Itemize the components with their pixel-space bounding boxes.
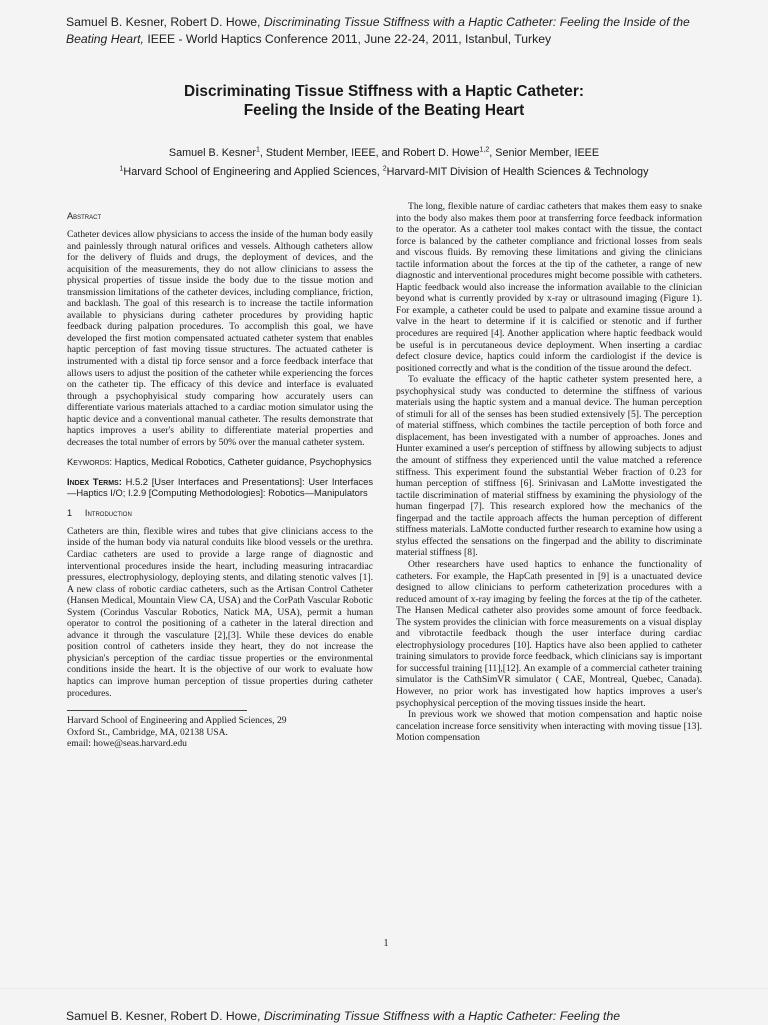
header-bottom-authors: Samuel B. Kesner, Robert D. Howe, [66,1009,261,1023]
intro-number: 1 [67,507,73,518]
index-terms-text: H.5.2 [User Interfaces and Presentations]: User Interfaces—Haptics I/O; I.2.9 [Computing Methodologies]: Robotics—Manipulators [67,475,374,499]
author-2-role: , Senior Member, IEEE [489,147,600,159]
abstract-text: Catheter devices allow physicians to access the inside of the human body easily and painlessly through natural orifices and vessels. Although catheters allow for the delivery of fluids and drugs, the deployment of devices, and the acquisition of the measurements, they do not allow clinicians to assess the physical properties of tissue inside the body due to the tissue motion and transmission limitations of the catheter devices, including compliance, friction, and backlash. The goal of this research is to increase the tactile information available to physicians during catheter procedures by providing haptic feedback during palpation procedures. To accomplish this goal, we have developed the first motion compensated actuated catheter system that enables haptic perception of fast moving tissue structures. The actuated catheter is instrumented with a distal tip force sensor and a force feedback interface that allows users to adjust the position of the catheter while experiencing the forces on the catheter tip. The efficacy of this device and interface is evaluated through a psychophyisical study comparing how accurately users can differentiate various materials attached to a cardiac motion simulator using the haptic device and a conventional manual catheter. The results demonstrate that haptics improves a user's ability to differentiate material properties and decreases the total number of errors by 50% over the manual catheter system. [67,229,373,448]
affil-sup-1: 1 [119,165,124,173]
paragraph-1: The long, flexible nature of cardiac catheters that makes them easy to snake into the body also makes them poor at transferring force feedback information to the operator. As a catheter tool makes contact with the tissue, the contact force is balanced by the catheter compliance and frictional losses from seals and viscous fluids. By removing these limitations and giving the clinicians tactile information about the forces at the tip of the catheter, a range of new diagnostic and interventional procedures might become possible with catheters. Haptic feedback would also increase the information available to the clinician beyond what is currently provided by x-ray or ultrasound imaging (Figure 1). For example, a catheter could be used to palpate and examine tissue around a valve in the heart to determine if it is calcified or stenotic and if further procedures are required [4]. Another application where haptic feedback would be useful is in percutaneous device deployment. When inserting a cardiac defect closure device, haptics could inform the cardiologist if the device is positioned correctly and what is the condition of the tissue around the defect. [396,201,702,374]
author-1-sup: 1 [255,146,260,154]
author-line [64,146,704,160]
keywords-label: Keywords: [67,456,113,468]
keywords-text: Haptics, Medical Robotics, Catheter guidance, Psychophysics [112,456,372,468]
footnote-line-1: Harvard School of Engineering and Applied Sciences, 29 [67,715,287,727]
paragraph-2: To evaluate the efficacy of the haptic catheter system presented here, a psychophysical study was conducted to determine the stiffness of various materials using the haptic system and a manual device. The human perception of stimuli for all of the senses has been studied extensively [5]. The perception of material stiffness, which combines the tactile perception of both force and displacement, has been investigated with a number of approaches. Jones and Hunter examined a user's perception of stiffness by allowing subjects to adjust the amount of stiffness they experienced until the value matched a reference stiffness. This experiment found the substantial Weber fraction of 0.23 for human perception of stiffness [6]. Srinivasan and LaMotte investigated the tactile discrimination of material stiffness by examining the physiology of the human fingerpad [7]. This research explored how the mechanics of the fingerpad and the tactile approach affects the human perception of different stiffness materials. LaMotte conducted further research to examine how using a stylus effected the sensations on the fingerpad and the ability to discriminate material stiffness [8]. [396,374,702,559]
affil-inst-1: Harvard School of Engineering and Applied Sciences, [123,166,383,178]
title-line-2: Feeling the Inside of the Beating Heart [243,102,525,119]
author-2-sup: 1,2 [479,146,490,154]
keywords [67,456,373,468]
intro-text: Catheters are thin, flexible wires and tubes that give clinicians access to the inside of the human body via natural conduits like blood vessels or the urethra. Cardiac catheters are used to provide a large range of diagnostic and interventional procedures inside the heart, including measuring intracardiac pressures, electrophysiology, deploying stents, and dilating stenotic valves [1]. A new class of robotic cardiac catheters, such as the Artisan Control Catheter (Hansen Medical, Mountain View CA, USA) and the CorPath Vascular Robotic System (Corindus Vascular Robotics, Natick MA, USA), permit a human operator to control the positioning of a catheter in the lateral direction and advance it through the vasculature [2],[3]. While these devices do enable position control of catheters inside they heart, they do not increase the physician's perception of the cardiac tissue properties or the environmental conditions inside the heart. It is the objective of our work to evaluate how haptics can improve human perception of tissue properties during catheter procedures. [67,525,373,699]
header-venue: IEEE - World Haptics Conference 2011, June 22-24, 2011, Istanbul, Turkey [147,32,552,46]
author-1-role: , Student Member, IEEE, and Robert D. Howe [259,147,480,159]
page-divider [0,988,768,989]
footnote-line-2: Oxford St., Cambridge, MA, 02138 USA. [67,726,228,738]
paragraph-3: Other researchers have used haptics to enhance the functionality of catheters. For example, the HapCath presented in [9] is a unactuated device designed to allow clinicians to perform catheterization procedures with a reduced amount of x-ray imaging by feeling the forces at the tip of the catheter. The Hansen Medical catheter also provides some amount of force feedback. The system provides the clinician with force measurements on a visual display and vibrotactile feedback though the user interface during cardiac electrophysiology procedures [10]. Haptics have also been applied to catheter training simulators to provide force feedback, which clinicians say is important for successful training [11],[12]. An example of a commercial catheter training simulator is the CathSimVR simulator ( CAE, Montreal, Quebec, Canada). However, no prior work has investigated how haptics improves a user's psychophysical perception of the moving tissues inside the heart. [396,558,702,709]
running-header-bottom [66,1008,706,1025]
intro-heading [67,507,373,520]
affil-inst-2: Harvard-MIT Division of Health Sciences & Technology [386,166,649,178]
left-column [67,210,373,750]
paragraph-4: In previous work we showed that motion compensation and haptic noise cancelation increase force sensitivity when interacting with moving tissue [13]. Motion compensation [396,709,702,744]
abstract-heading: Abstract [67,211,102,221]
running-header-top [66,14,706,48]
header-authors: Samuel B. Kesner, Robert D. Howe, [66,15,261,29]
paper-title [64,82,704,120]
footnote [67,715,373,750]
author-1: Samuel B. Kesner [168,147,256,159]
header-paper-title: Discriminating Tissue Stiffness with a Haptic Catheter: Feeling the Inside of the Beating Heart, [66,15,690,46]
affiliation-line [64,165,704,179]
footnote-line-3: email: howe@seas.harvard.edu [67,738,187,750]
index-terms [67,476,373,499]
intro-title: Introduction [84,507,132,518]
index-terms-label: Index Terms: [67,475,122,487]
page-number: 1 [383,938,389,949]
right-column [396,201,702,744]
affil-sup-2: 2 [382,165,387,173]
title-line-1: Discriminating Tissue Stiffness with a Haptic Catheter: [184,83,584,100]
header-bottom-title: Discriminating Tissue Stiffness with a Haptic Catheter: Feeling the [263,1009,620,1023]
